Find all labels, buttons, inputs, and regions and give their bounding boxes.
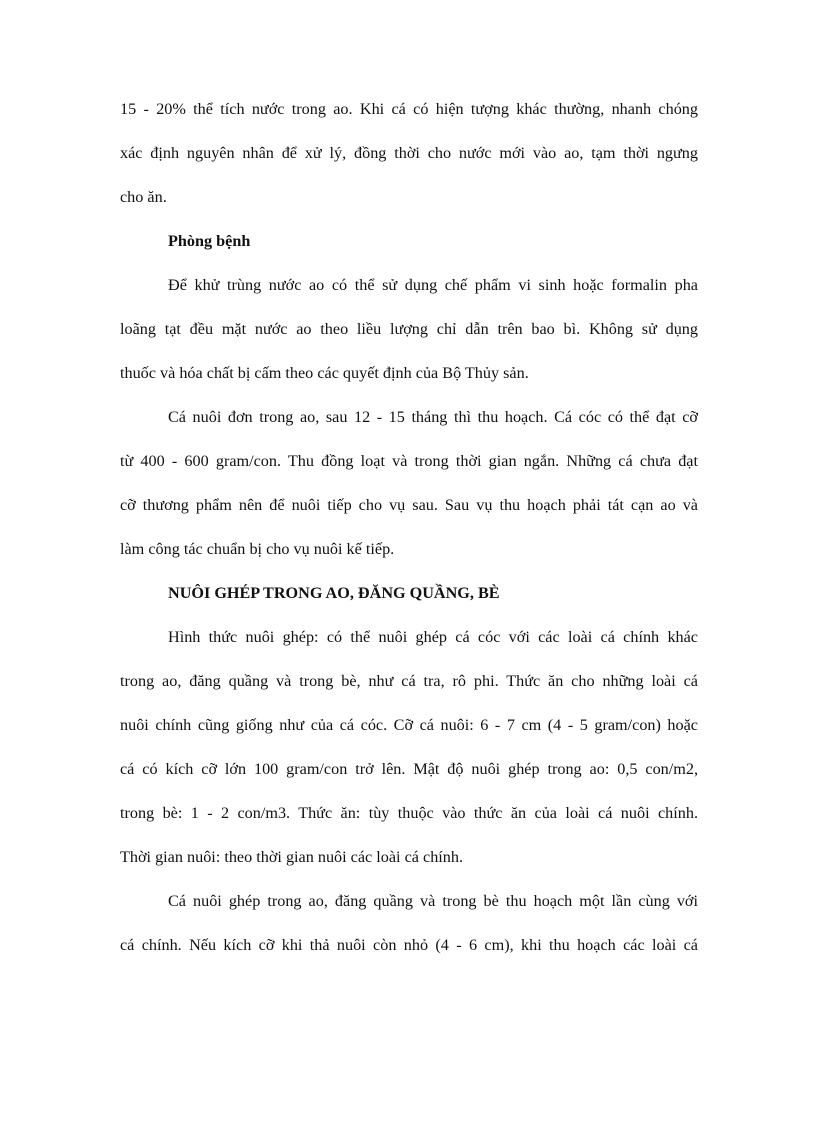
text-line: Thời gian nuôi: theo thời gian nuôi các loài cá chính. (120, 848, 464, 866)
text-line: cá chính. Nếu kích cỡ khi thả nuôi còn nhỏ (4 - 6 cm), khi thu hoạch các loài cá (120, 936, 698, 954)
text-line: Để khử trùng nước ao có thể sử dụng chế phẩm vi sinh hoặc formalin pha (168, 276, 698, 294)
text-line: cá có kích cỡ lớn 100 gram/con trở lên. Mật độ nuôi ghép trong ao: 0,5 con/m2, (120, 760, 698, 778)
section-heading-disease-prevention: Phòng bệnh (168, 232, 251, 250)
text-line: cho ăn. (120, 188, 167, 206)
text-line: thuốc và hóa chất bị cấm theo các quyết định của Bộ Thủy sản. (120, 364, 529, 382)
paragraph-disinfection (120, 274, 698, 384)
section-heading-polyculture: NUÔI GHÉP TRONG AO, ĐĂNG QUẦNG, BÈ (168, 584, 500, 602)
text-line: Hình thức nuôi ghép: có thể nuôi ghép cá cóc với các loài cá chính khác (168, 628, 698, 646)
paragraph-polyculture-harvest (120, 890, 698, 956)
text-line: Cá nuôi đơn trong ao, sau 12 - 15 tháng thì thu hoạch. Cá cóc có thể đạt cỡ (168, 408, 698, 426)
paragraph-water-management (120, 98, 698, 208)
paragraph-polyculture-method (120, 626, 698, 868)
text-line: xác định nguyên nhân để xử lý, đồng thời cho nước mới vào ao, tạm thời ngưng (120, 144, 698, 162)
text-line: cỡ thương phẩm nên để nuôi tiếp cho vụ sau. Sau vụ thu hoạch phải tát cạn ao và (120, 496, 698, 514)
text-line: 15 - 20% thể tích nước trong ao. Khi cá có hiện tượng khác thường, nhanh chóng (120, 100, 698, 118)
paragraph-harvest (120, 406, 698, 560)
text-line: trong ao, đăng quầng và trong bè, như cá tra, rô phi. Thức ăn cho những loài cá (120, 672, 698, 690)
text-line: trong bè: 1 - 2 con/m3. Thức ăn: tùy thuộc vào thức ăn của loài cá nuôi chính. (120, 804, 698, 822)
text-line: Cá nuôi ghép trong ao, đăng quầng và trong bè thu hoạch một lần cùng với (168, 892, 698, 910)
document-page (120, 98, 698, 956)
text-line: loãng tạt đều mặt nước ao theo liều lượng chỉ dẫn trên bao bì. Không sử dụng (120, 320, 698, 338)
text-line: từ 400 - 600 gram/con. Thu đồng loạt và trong thời gian ngắn. Những cá chưa đạt (120, 452, 698, 470)
text-line: nuôi chính cũng giống như của cá cóc. Cỡ cá nuôi: 6 - 7 cm (4 - 5 gram/con) hoặc (120, 716, 698, 734)
text-line: làm công tác chuẩn bị cho vụ nuôi kế tiếp. (120, 540, 395, 558)
